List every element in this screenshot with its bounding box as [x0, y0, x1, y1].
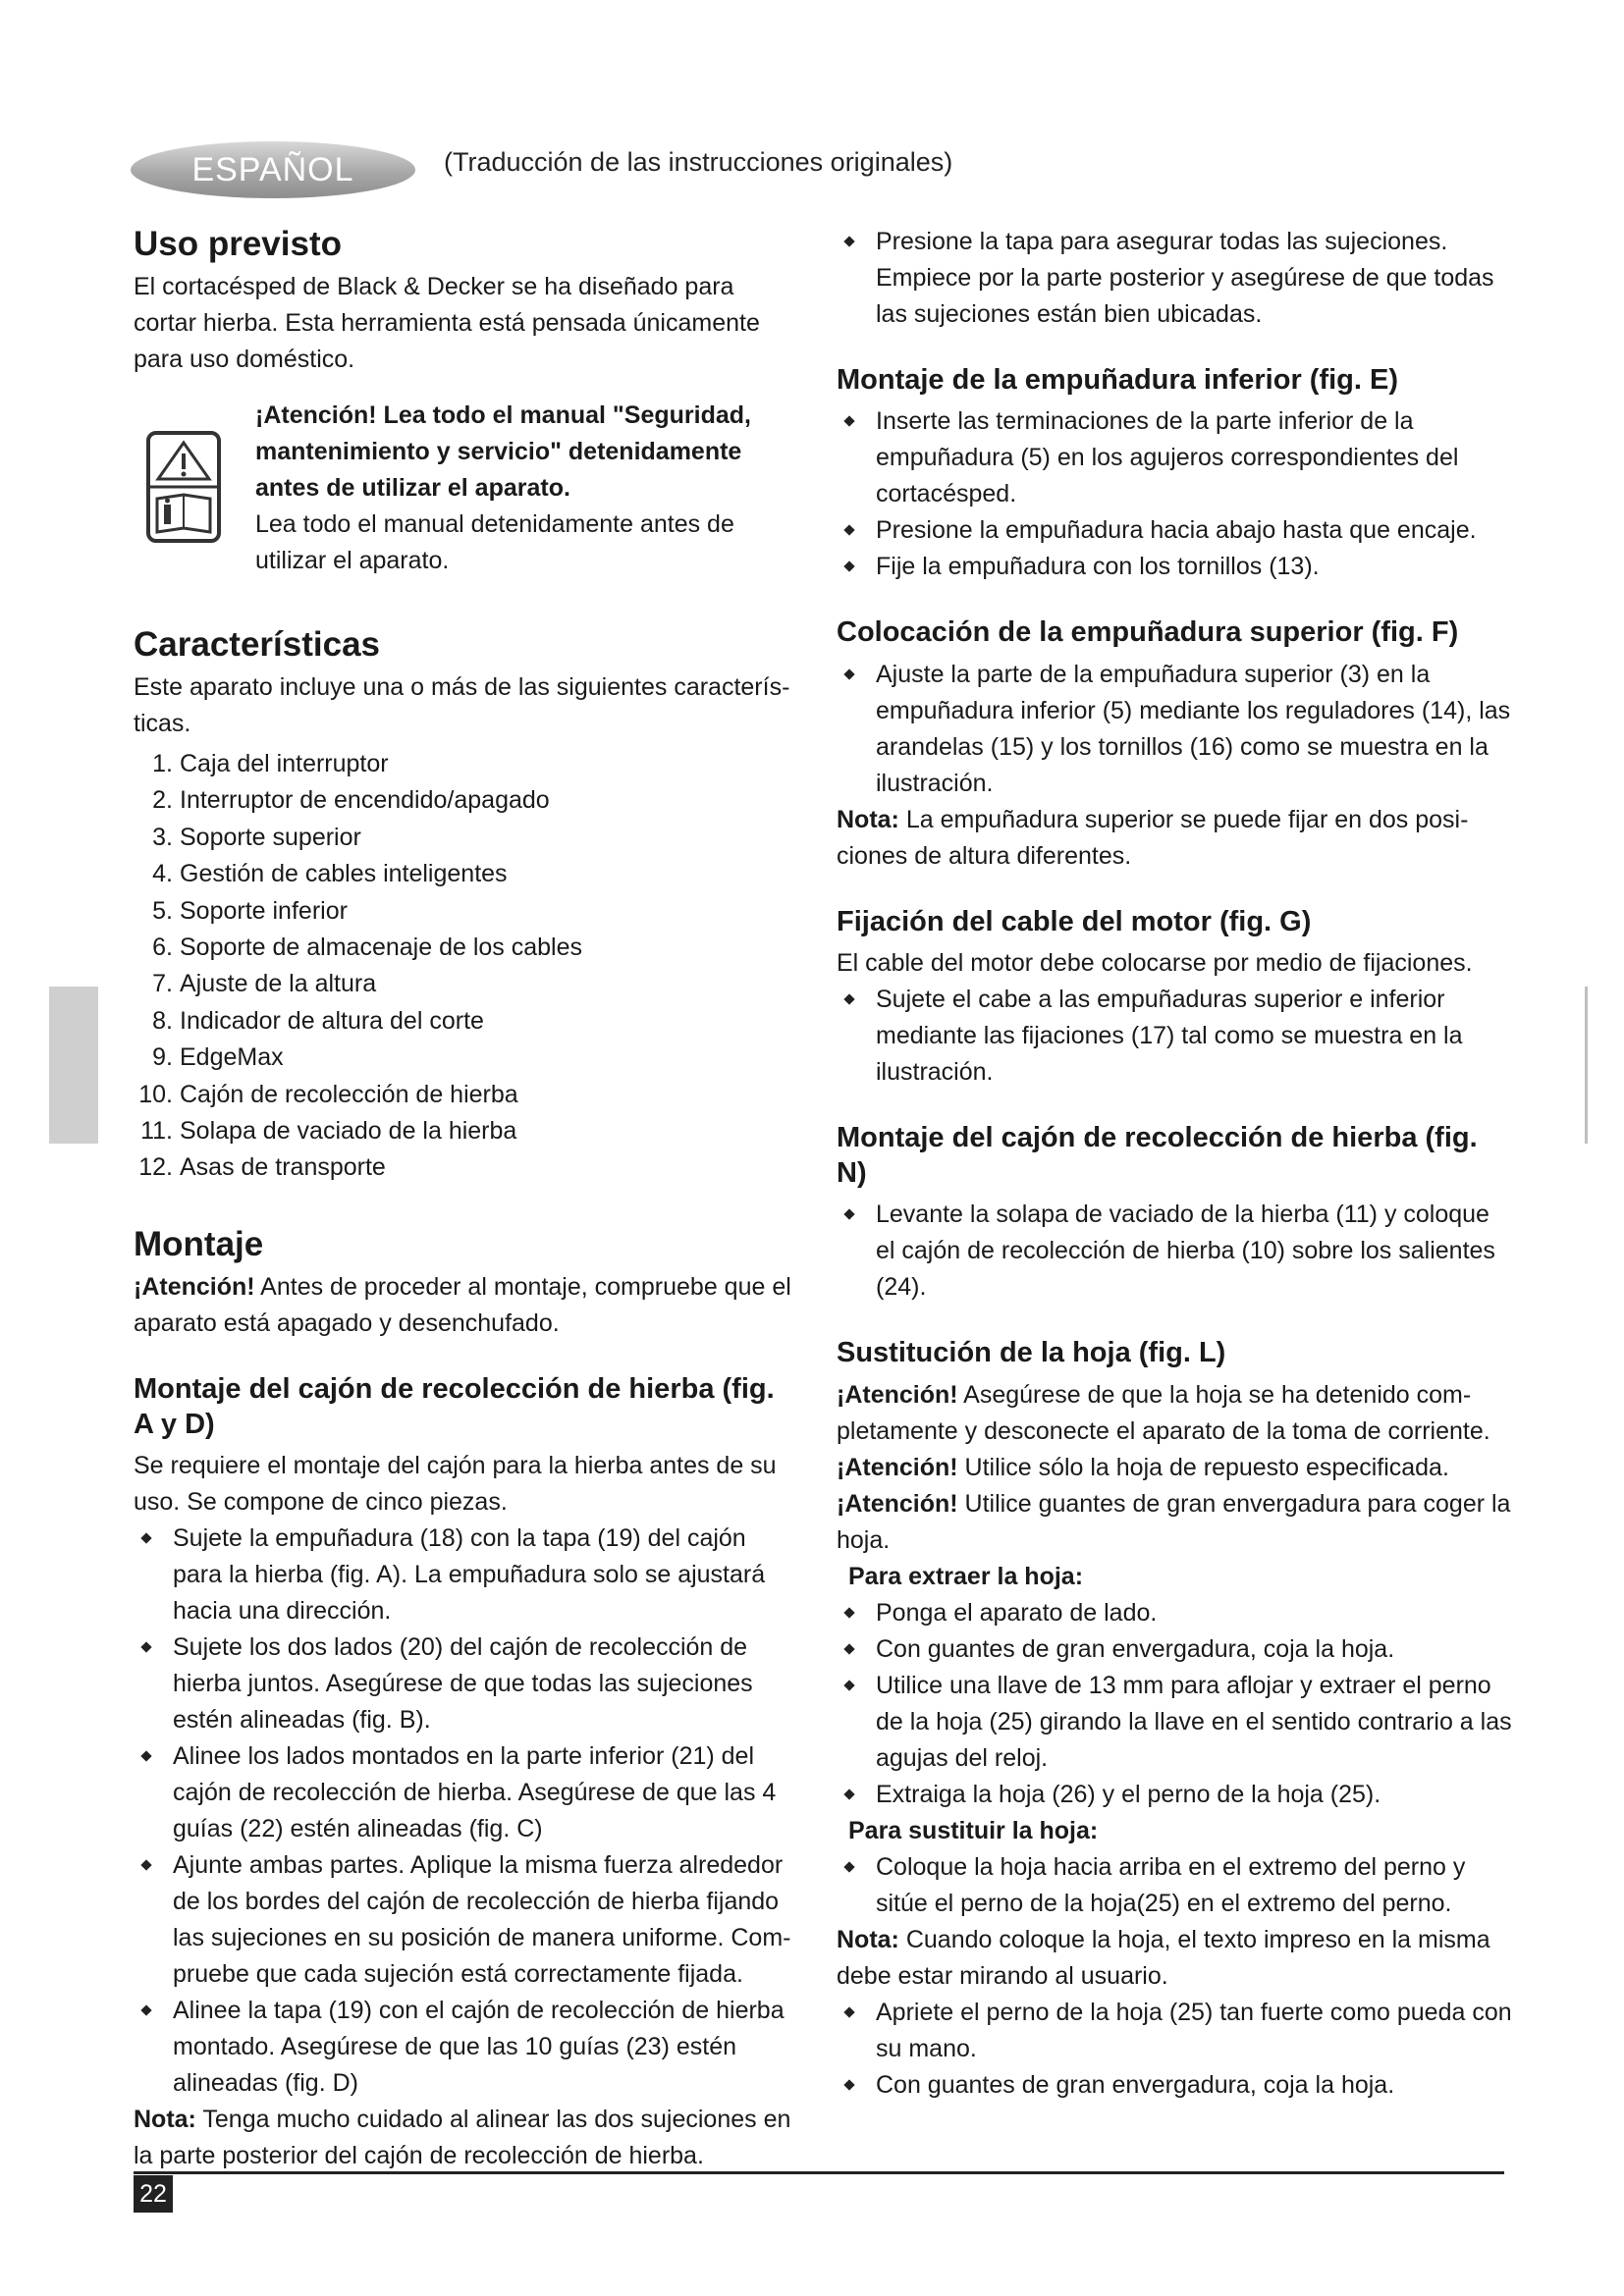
- section-title-features: Características: [134, 625, 380, 664]
- assembly-warning: ¡Atención! Antes de proceder al montaje, compruebe que el aparato está apagado y desenchufado.: [134, 1272, 791, 1337]
- grass-box-fit-steps: [837, 1197, 1514, 1306]
- footer-rule: [134, 2171, 1504, 2174]
- subsection-title-upper-handle: Colocación de la empuñadura superior (fig. F): [837, 616, 1459, 649]
- feature-item: 7. Ajuste de la altura: [152, 970, 377, 998]
- list-item: Coloque la hoja hacia arriba en el extremo del perno y sitúe el perno de la hoja(25) en el extremo del perno.: [837, 1849, 1514, 1922]
- feature-item: 4. Gestión de cables inteligentes: [152, 860, 508, 888]
- grass-box-note: Nota: Tenga mucho cuidado al alinear las dos sujeciones en la parte posterior del cajón de recolección de hierba.: [134, 2106, 791, 2170]
- blade-remove-title: Para extraer la hoja:: [848, 1562, 1084, 1590]
- list-item: Fije la empuñadura con los tornillos (13).: [837, 549, 1514, 585]
- section-title-intended-use: Uso previsto: [134, 225, 342, 263]
- subsection-title-lower-handle: Montaje de la empuñadura inferior (fig. E): [837, 364, 1398, 396]
- list-item: Ajuste la parte de la empuñadura superior (3) en la empuñadura inferior (5) mediante los reguladores (14), las arandelas (15) y los tornillos (16) como se muestra en la ilustración.: [837, 657, 1514, 802]
- read-manual-icon: [145, 430, 234, 579]
- section-title-assembly: Montaje: [134, 1224, 264, 1263]
- feature-item: 3. Soporte superior: [152, 823, 361, 851]
- side-tab-marker: [49, 987, 98, 1144]
- feature-item: 1. Caja del interruptor: [152, 750, 389, 777]
- language-badge: ESPAÑOL: [131, 141, 415, 198]
- list-item: Alinee los lados montados en la parte inferior (21) del cajón de recolección de hierba. Asegúrese de que las 4 guías (22) estén alineadas (fig. C): [134, 1738, 793, 1847]
- blade-remove-steps: [837, 1595, 1514, 1813]
- list-item: Apriete el perno de la hoja (25) tan fuerte como pueda con su mano.: [837, 1995, 1514, 2067]
- subsection-title-blade: Sustitución de la hoja (fig. L): [837, 1337, 1226, 1369]
- edge-marker: [1585, 987, 1588, 1144]
- list-item: Extraiga la hoja (26) y el perno de la hoja (25).: [837, 1777, 1514, 1813]
- feature-item: 11. Solapa de vaciado de la hierba: [140, 1117, 517, 1146]
- blade-note: Nota: Cuando coloque la hoja, el texto impreso en la misma debe estar mirando al usuario.: [837, 1925, 1490, 1990]
- motor-cable-intro: El cable del motor debe colocarse por medio de fijaciones.: [837, 948, 1473, 977]
- right-column: [837, 224, 1514, 2104]
- blade-warning-2: ¡Atención! Utilice sólo la hoja de repuesto especificada.: [837, 1453, 1449, 1481]
- list-item: Presione la empuñadura hacia abajo hasta que encaje.: [837, 512, 1514, 549]
- list-item: Sujete la empuñadura (18) con la tapa (19) del cajón para la hierba (fig. A). La empuñadura solo se ajustará hacia una dirección.: [134, 1521, 793, 1629]
- subsection-title-motor-cable: Fijación del cable del motor (fig. G): [837, 905, 1312, 937]
- list-item: Ponga el aparato de lado.: [837, 1595, 1514, 1631]
- blade-warning-1: ¡Atención! Asegúrese de que la hoja se ha detenido com-pletamente y desconecte el aparato de la toma de corriente.: [837, 1380, 1490, 1445]
- feature-item: 8. Indicador de altura del corte: [152, 1006, 484, 1035]
- list-item: Ajunte ambas partes. Aplique la misma fuerza alrededor de los bordes del cajón de recolección de hierba fijando las sujeciones en su posición de manera uniforme. Com-pruebe que cada sujeción está correctamente fijada.: [134, 1847, 793, 1993]
- motor-cable-steps: [837, 982, 1514, 1091]
- list-item: Utilice una llave de 13 mm para aflojar y extraer el perno de la hoja (25) girando la llave en el sentido contrario a las agujas del reloj.: [837, 1668, 1514, 1777]
- translation-note: (Traducción de las instrucciones originales): [444, 147, 953, 177]
- grass-box-intro: Se requiere el montaje del cajón para la hierba antes de su uso. Se compone de cinco piezas.: [134, 1452, 777, 1517]
- warning-text-block: [255, 398, 785, 579]
- features-intro: Este aparato incluye una o más de las siguientes caracterís-ticas.: [134, 673, 790, 737]
- list-item: Presione la tapa para asegurar todas las sujeciones. Empiece por la parte posterior y asegúrese de que todas las sujeciones están bien ubicadas.: [837, 224, 1514, 333]
- warning-box: [134, 398, 793, 579]
- list-item: Sujete los dos lados (20) del cajón de recolección de hierba juntos. Asegúrese de que todas las sujeciones estén alineadas (fig. B).: [134, 1629, 793, 1738]
- subsection-title-grass-box-assembly: Montaje del cajón de recolección de hierba (fig. A y D): [134, 1372, 775, 1441]
- blade-final-steps: [837, 1995, 1514, 2104]
- upper-handle-steps: [837, 657, 1514, 802]
- feature-item: 6. Soporte de almacenaje de los cables: [152, 934, 582, 962]
- page-number: 22: [134, 2175, 173, 2213]
- intended-use-text: El cortacésped de Black & Decker se ha diseñado para cortar hierba. Esta herramienta está pensada únicamente para uso doméstico.: [134, 273, 760, 373]
- warning-bold-text: ¡Atención! Lea todo el manual "Seguridad, mantenimiento y servicio" detenidamente antes de utilizar el aparato.: [255, 401, 751, 502]
- upper-handle-note: Nota: La empuñadura superior se puede fijar en dos posi-ciones de altura diferentes.: [837, 805, 1469, 870]
- feature-item: 9. EdgeMax: [152, 1043, 284, 1072]
- warning-plain-text: Lea todo el manual detenidamente antes de utilizar el aparato.: [255, 510, 734, 574]
- features-list: [134, 746, 793, 1187]
- grass-box-steps: [134, 1521, 793, 2102]
- blade-warning-3: ¡Atención! Utilice guantes de gran envergadura para coger la hoja.: [837, 1489, 1511, 1554]
- list-item: Levante la solapa de vaciado de la hierba (11) y coloque el cajón de recolección de hierba (10) sobre los salientes (24).: [837, 1197, 1514, 1306]
- feature-item: 5. Soporte inferior: [152, 896, 348, 925]
- feature-item: 10. Cajón de recolección de hierba: [138, 1080, 518, 1108]
- list-item: Inserte las terminaciones de la parte inferior de la empuñadura (5) en los agujeros correspondientes del cortacésped.: [837, 403, 1514, 512]
- left-column: [134, 224, 793, 2174]
- blade-replace-steps: [837, 1849, 1514, 1922]
- blade-replace-title: Para sustituir la hoja:: [848, 1816, 1099, 1844]
- list-item: Con guantes de gran envergadura, coja la hoja.: [837, 2067, 1514, 2104]
- list-item: Con guantes de gran envergadura, coja la hoja.: [837, 1631, 1514, 1668]
- list-item: Sujete el cabe a las empuñaduras superior e inferior mediante las fijaciones (17) tal como se muestra en la ilustración.: [837, 982, 1514, 1091]
- list-item: Alinee la tapa (19) con el cajón de recolección de hierba montado. Asegúrese de que las 10 guías (23) estén alineadas (fig. D): [134, 1993, 793, 2102]
- lower-handle-steps: [837, 403, 1514, 585]
- subsection-title-grass-box-fit: Montaje del cajón de recolección de hierba (fig. N): [837, 1121, 1478, 1189]
- feature-item: 12. Asas de transporte: [138, 1153, 386, 1182]
- lid-steps: [837, 224, 1514, 333]
- feature-item: 2. Interruptor de encendido/apagado: [152, 786, 550, 815]
